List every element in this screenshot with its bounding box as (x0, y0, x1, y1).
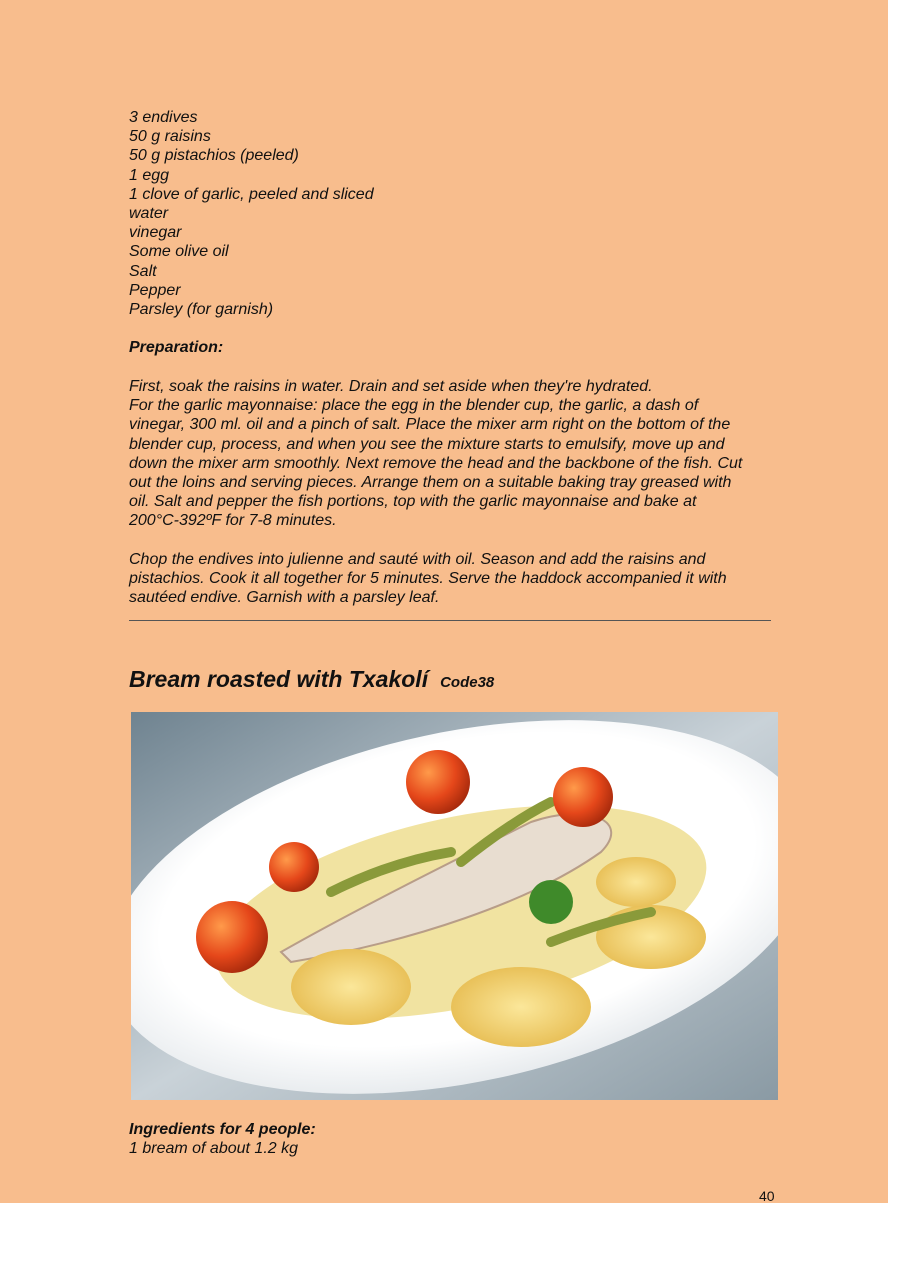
text-line: down the mixer arm smoothly. Next remove the head and the backbone of the fish. Cut (129, 454, 743, 472)
ingredient: Parsley (for garnish) (129, 300, 274, 318)
ingredient-list-bottom (129, 1139, 298, 1158)
text-line: 200°C-392ºF for 7-8 minutes. (129, 512, 337, 530)
ingredient-list (129, 108, 374, 319)
ingredient: Pepper (129, 281, 181, 299)
ingredient: Some olive oil (129, 243, 229, 261)
potato-slice (596, 857, 676, 907)
preparation-paragraph-2 (129, 550, 727, 608)
ingredient: vinegar (129, 224, 182, 242)
ingredient: 50 g raisins (129, 128, 211, 146)
page-number: 40 (759, 1188, 775, 1204)
text-line: sautéed endive. Garnish with a parsley leaf. (129, 589, 440, 607)
tomato (406, 750, 470, 814)
text-line: oil. Salt and pepper the fish portions, top with the garlic mayonnaise and bake at (129, 493, 697, 511)
text-line: First, soak the raisins in water. Drain and set aside when they're hydrated. (129, 378, 653, 395)
ingredient: 1 egg (129, 166, 170, 184)
preparation-paragraph-1 (129, 377, 742, 531)
recipe-name: Bream roasted with Txakolí (129, 666, 429, 692)
parsley (529, 880, 573, 924)
tomato (269, 842, 319, 892)
recipe-title (129, 666, 494, 693)
ingredient: 1 bream of about 1.2 kg (129, 1140, 298, 1157)
text-line: out the loins and serving pieces. Arrange them on a suitable baking tray greased with (129, 473, 732, 491)
ingredient: Salt (129, 262, 157, 280)
tomato (553, 767, 613, 827)
text-line: Chop the endives into julienne and sauté with oil. Season and add the raisins and (129, 551, 706, 568)
divider (129, 620, 771, 621)
text-line: blender cup, process, and when you see the mixture starts to emulsify, move up and (129, 435, 725, 453)
tomato (196, 901, 268, 973)
text-line: For the garlic mayonnaise: place the egg in the blender cup, the garlic, a dash of (129, 397, 699, 415)
potato-slice (451, 967, 591, 1047)
preparation-heading: Preparation: (129, 339, 224, 356)
dish-photo (131, 712, 778, 1100)
text-line: vinegar, 300 ml. oil and a pinch of salt. Place the mixer arm right on the bottom of the (129, 416, 731, 434)
ingredient: 1 clove of garlic, peeled and sliced (129, 185, 374, 203)
text-line: pistachios. Cook it all together for 5 minutes. Serve the haddock accompanied it with (129, 570, 727, 588)
potato-slice (291, 949, 411, 1025)
recipe-code: Code38 (440, 674, 495, 691)
ingredient: 3 endives (129, 109, 198, 126)
ingredients-heading: Ingredients for 4 people: (129, 1121, 316, 1138)
ingredient: water (129, 204, 169, 222)
ingredient: 50 g pistachios (peeled) (129, 147, 299, 165)
